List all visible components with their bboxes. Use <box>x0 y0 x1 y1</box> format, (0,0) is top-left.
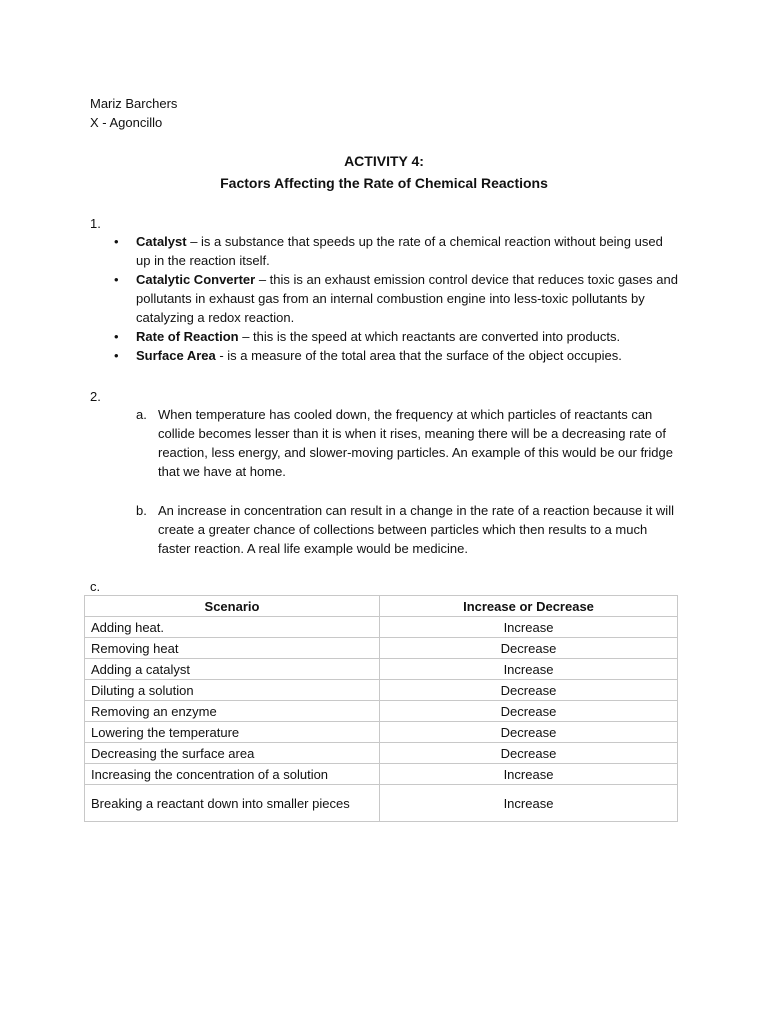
header-scenario: Scenario <box>85 596 380 617</box>
term: Rate of Reaction <box>136 329 239 344</box>
bullet-icon: • <box>114 329 119 344</box>
result-cell: Increase <box>380 785 678 822</box>
scenario-cell: Lowering the temperature <box>85 722 380 743</box>
answer-text: An increase in concentration can result in a change in the rate of a reaction because it will create a greater chance of collections between particles which then results to a much faster reaction. A real life example would be medicine. <box>158 503 674 556</box>
definition: – this is the speed at which reactants are converted into products. <box>238 329 621 344</box>
author-block <box>90 94 177 132</box>
result-cell: Increase <box>380 617 678 638</box>
term: Catalytic Converter <box>136 272 256 287</box>
bullet-icon: • <box>114 272 119 287</box>
scenario-cell: Increasing the concentration of a solution <box>85 764 380 785</box>
result-cell: Decrease <box>380 701 678 722</box>
result-cell: Increase <box>380 659 678 680</box>
answer-2c-letter: c. <box>90 579 101 594</box>
scenario-cell: Adding heat. <box>85 617 380 638</box>
result-cell: Decrease <box>380 743 678 764</box>
header-result: Increase or Decrease <box>380 596 678 617</box>
list-item <box>114 346 679 365</box>
author-section: X - Agoncillo <box>90 115 163 130</box>
table-row <box>85 638 678 659</box>
result-cell: Decrease <box>380 680 678 701</box>
scenario-table <box>84 595 678 822</box>
table-row <box>85 743 678 764</box>
author-name: Mariz Barchers <box>90 96 178 111</box>
result-cell: Decrease <box>380 638 678 659</box>
scenario-cell: Adding a catalyst <box>85 659 380 680</box>
question-1-number: 1. <box>90 216 101 231</box>
scenario-cell: Removing heat <box>85 638 380 659</box>
definition: – this is an exhaust emission control device that reduces toxic gases and pollutants in exhaust gas from an internal combustion engine into less-toxic pollutants by catalyzing a redox reaction. <box>136 272 678 325</box>
question-2-number: 2. <box>90 389 101 404</box>
bullet-icon: • <box>114 348 119 363</box>
scenario-cell: Removing an enzyme <box>85 701 380 722</box>
table-row <box>85 659 678 680</box>
title-line-1: ACTIVITY 4: <box>344 153 424 169</box>
answer-2b <box>136 501 676 558</box>
term: Surface Area <box>136 348 216 363</box>
table-header-row <box>85 596 678 617</box>
bullet-icon: • <box>114 234 119 249</box>
answer-letter: b. <box>136 503 147 518</box>
result-cell: Decrease <box>380 722 678 743</box>
scenario-cell: Diluting a solution <box>85 680 380 701</box>
table-row <box>85 785 678 822</box>
table-row <box>85 617 678 638</box>
answer-letter: a. <box>136 407 147 422</box>
table-row <box>85 680 678 701</box>
document-title <box>0 150 768 194</box>
table-row <box>85 722 678 743</box>
definitions-list <box>114 232 679 365</box>
table-row <box>85 701 678 722</box>
list-item <box>114 270 679 327</box>
answer-text: When temperature has cooled down, the frequency at which particles of reactants can collide becomes lesser than it is when it rises, meaning there will be a decreasing rate of reaction, less energy, and slower-moving particles. An example of this would be our fridge that we have at home. <box>158 407 673 479</box>
definition: - is a measure of the total area that the surface of the object occupies. <box>215 348 622 363</box>
definition: – is a substance that speeds up the rate of a chemical reaction without being used up in the reaction itself. <box>136 234 663 268</box>
result-cell: Increase <box>380 764 678 785</box>
answer-2a <box>136 405 676 481</box>
list-item <box>114 232 679 270</box>
scenario-cell: Decreasing the surface area <box>85 743 380 764</box>
table-row <box>85 764 678 785</box>
list-item <box>114 327 679 346</box>
title-line-2: Factors Affecting the Rate of Chemical Reactions <box>220 175 548 191</box>
scenario-cell: Breaking a reactant down into smaller pieces <box>85 785 380 822</box>
term: Catalyst <box>136 234 187 249</box>
